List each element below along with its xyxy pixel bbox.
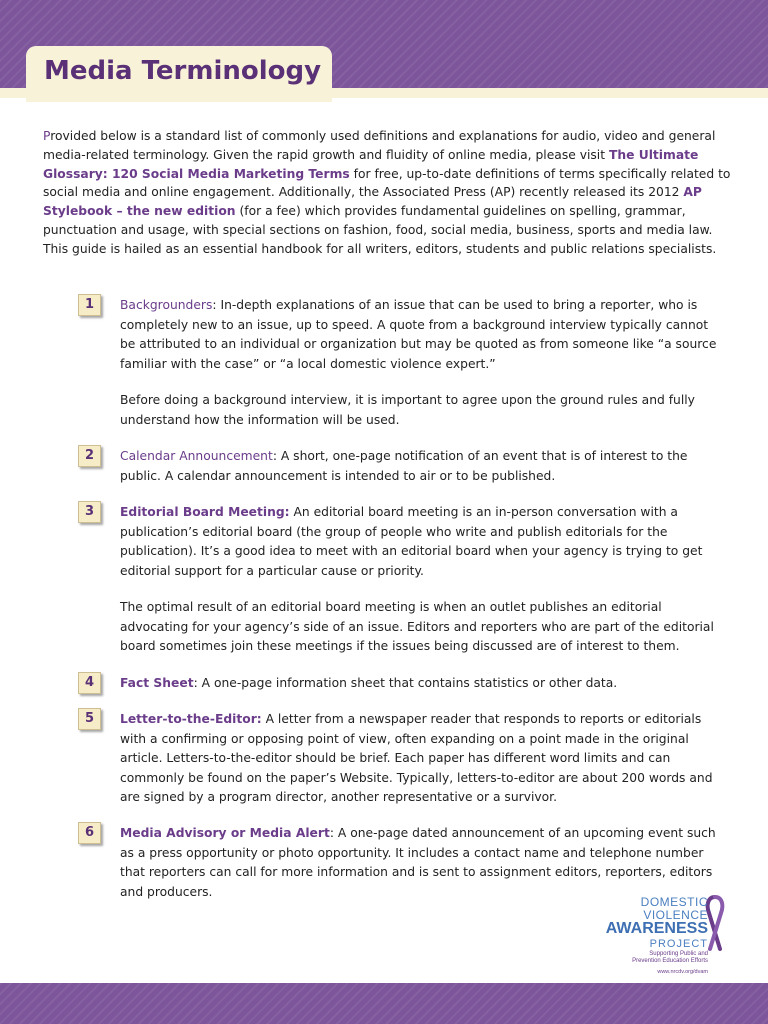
item-description: An editorial board meeting is an in-person conversation with a publication’s editorial board (the group of people who write and publish editorials for the publication). It’s a good idea to meet with an editorial board when your agency is trying to get editorial support for a particular cause or priority.: [120, 505, 703, 578]
item-description: A letter from a newspaper reader that responds to reports or editorials with a confirming or opposing point of view, often expanding on a point made in the original article. Letters-to-the-editor should be brief. Each paper has different word limits and can commonly be found on the paper’s Website. Typically, letters-to-editor are about 200 words and are signed by a program director, another representative or a survivor.: [120, 712, 713, 805]
list-item: [120, 824, 718, 902]
logo-tagline-2: Prevention Education Efforts: [632, 958, 708, 964]
item-description: : A short, one-page notification of an event that is of interest to the public. A calendar announcement is intended to air or to be published.: [120, 449, 688, 483]
item-number-badge: 5: [78, 708, 101, 730]
item-term: Editorial Board Meeting:: [120, 505, 290, 519]
logo-tagline-1: Supporting Public and: [649, 951, 708, 957]
item-term: Fact Sheet: [120, 676, 194, 690]
logo-line-violence: VIOLENCE: [643, 908, 708, 922]
item-description: : A one-page information sheet that contains statistics or other data.: [193, 676, 618, 690]
item-term: Media Advisory or Media Alert: [120, 826, 330, 840]
item-number-badge: 6: [78, 822, 101, 844]
item-term: Backgrounders: [120, 298, 213, 312]
logo-url: www.nrcdv.org/dvam: [657, 969, 708, 975]
item-note: Before doing a background interview, it is important to agree upon the ground rules and fully understand how the information will be used.: [120, 393, 695, 427]
logo-tagline: [632, 951, 708, 965]
intro-text-3: (for a fee) which provides fundamental guidelines on spelling, grammar, punctuation and usage, with special sections on fashion, food, social media, business, sports and media law. This guide is hailed as an essential handbook for all writers, editors, students and public relations specialists.: [43, 204, 717, 256]
list-item: [120, 296, 718, 374]
logo-line-awareness: AWARENESS: [605, 920, 708, 937]
list-item: [120, 447, 718, 486]
intro-first-letter: P: [43, 129, 51, 143]
intro-text-1: rovided below is a standard list of commonly used definitions and explanations for audio, video and general media-related terminology. Given the rapid growth and fluidity of online media, please visit: [43, 129, 716, 162]
glossary-link[interactable]: The Ultimate Glossary: 120 Social Media Marketing Terms: [43, 147, 699, 181]
item-number-badge: 3: [78, 501, 101, 523]
item-number-badge: 4: [78, 672, 101, 694]
intro-paragraph: [43, 127, 733, 259]
item-description: : A one-page dated announcement of an upcoming event such as a press opportunity or photo opportunity. It includes a contact name and telephone number that reporters can call for more information and is sent to assignment editors, reporters, editors and producers.: [120, 826, 716, 899]
item-number-badge: 2: [78, 445, 101, 467]
item-description: : In-depth explanations of an issue that can be used to bring a reporter, who is completely new to an issue, up to speed. A quote from a background interview typically cannot be attributed to an individual or organization but may be quoted as from someone like “a source familiar with the case” or “a local domestic violence expert.”: [120, 298, 717, 371]
item-number-badge: 1: [78, 294, 101, 316]
page-title: Media Terminology: [44, 56, 322, 86]
dvap-logo: [600, 893, 730, 981]
list-item: [120, 503, 718, 581]
item-term: Calendar Announcement: [120, 449, 273, 463]
item-term: Letter-to-the-Editor:: [120, 712, 262, 726]
list-item: [120, 710, 718, 808]
list-item: [120, 674, 718, 694]
item-note: The optimal result of an editorial board meeting is when an outlet publishes an editorial advocating for your agency’s side of an issue. Editors and reporters who are part of the editorial board sometimes join these meetings if the issues being discussed are of interest to them.: [120, 600, 714, 654]
logo-line-domestic: DOMESTIC: [640, 895, 708, 909]
intro-text-2: for free, up-to-date definitions of terms specifically related to social media and online engagement. Additionally, the Associated Press (AP) recently released its 2012: [43, 166, 731, 200]
footer-band: [0, 983, 768, 1024]
logo-line-project: PROJECT: [649, 938, 708, 950]
ap-stylebook-link[interactable]: AP Stylebook – the new edition: [43, 185, 702, 219]
